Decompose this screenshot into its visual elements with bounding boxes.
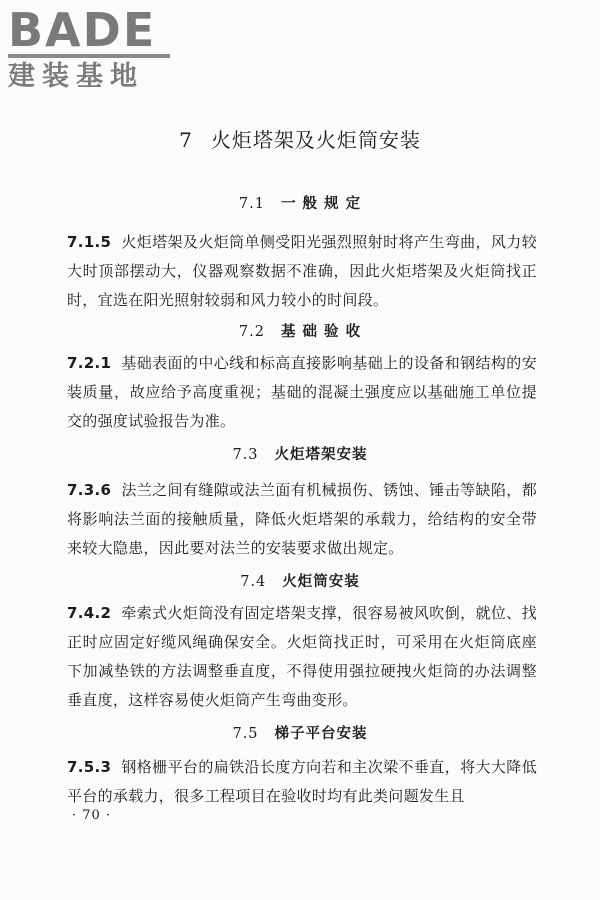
clause-paragraph [67, 599, 537, 715]
clause-number: 7.3.6 [67, 481, 112, 499]
publisher-logo [8, 4, 176, 94]
section-heading [0, 722, 600, 743]
section-heading [0, 570, 600, 591]
clause-text: 钢格栅平台的扁铁沿长度方向若和主次梁不垂直，将大大降低平台的承载力，很多工程项目在验收时均有此类问题发生且 [67, 758, 537, 805]
page-number: · 70 · [72, 808, 112, 823]
clause-paragraph [67, 753, 537, 811]
clause-text: 法兰之间有缝隙或法兰面有机械损伤、锈蚀、锤击等缺陷，都将影响法兰面的接触质量，降低火炬塔架的承载力，给结构的安全带来较大隐患，因此要对法兰的安装要求做出规定。 [67, 481, 537, 557]
section-title: 基 础 验 收 [280, 324, 362, 340]
section-heading [0, 192, 600, 213]
chapter-title-text: 火炬塔架及火炬筒安装 [210, 128, 421, 152]
clause-text: 基础表面的中心线和标高直接影响基础上的设备和钢结构的安装质量，故应给予高度重视；基础的混凝土强度应以基础施工单位提交的强度试验报告为准。 [67, 354, 537, 430]
clause-paragraph [67, 349, 537, 436]
clause-paragraph [67, 228, 537, 315]
clause-number: 7.5.3 [67, 758, 112, 776]
clause-number: 7.1.5 [67, 233, 112, 251]
section-number: 7.4 [240, 574, 267, 590]
section-heading [0, 320, 600, 341]
clause-text: 火炬塔架及火炬筒单侧受阳光强烈照射时将产生弯曲，风力较大时顶部摆动大，仪器观察数据不准确，因此火炬塔架及火炬筒找正时，宜选在阳光照射较弱和风力较小的时间段。 [67, 233, 537, 309]
section-number: 7.5 [232, 726, 259, 742]
chapter-number: 7 [179, 128, 193, 152]
clause-paragraph [67, 476, 537, 563]
chapter-title [0, 124, 600, 153]
logo-wordmark: BADE [8, 3, 157, 57]
logo-subtitle: 建装基地 [8, 61, 144, 92]
clause-number: 7.4.2 [67, 604, 112, 622]
clause-number: 7.2.1 [67, 354, 112, 372]
section-number: 7.1 [238, 196, 265, 212]
section-title: 火炬筒安装 [282, 574, 360, 590]
section-number: 7.3 [232, 447, 259, 463]
section-title: 火炬塔架安装 [274, 447, 368, 463]
section-title: 梯子平台安装 [274, 726, 368, 742]
section-heading [0, 443, 600, 464]
section-number: 7.2 [238, 324, 265, 340]
clause-text: 牵索式火炬筒没有固定塔架支撑，很容易被风吹倒，就位、找正时应固定好缆风绳确保安全。火炬筒找正时，可采用在火炬筒底座下加减垫铁的方法调整垂直度，不得使用强拉硬拽火炬筒的办法调整垂直度，这样容易使火炬筒产生弯曲变形。 [67, 604, 537, 709]
section-title: 一 般 规 定 [280, 196, 362, 212]
